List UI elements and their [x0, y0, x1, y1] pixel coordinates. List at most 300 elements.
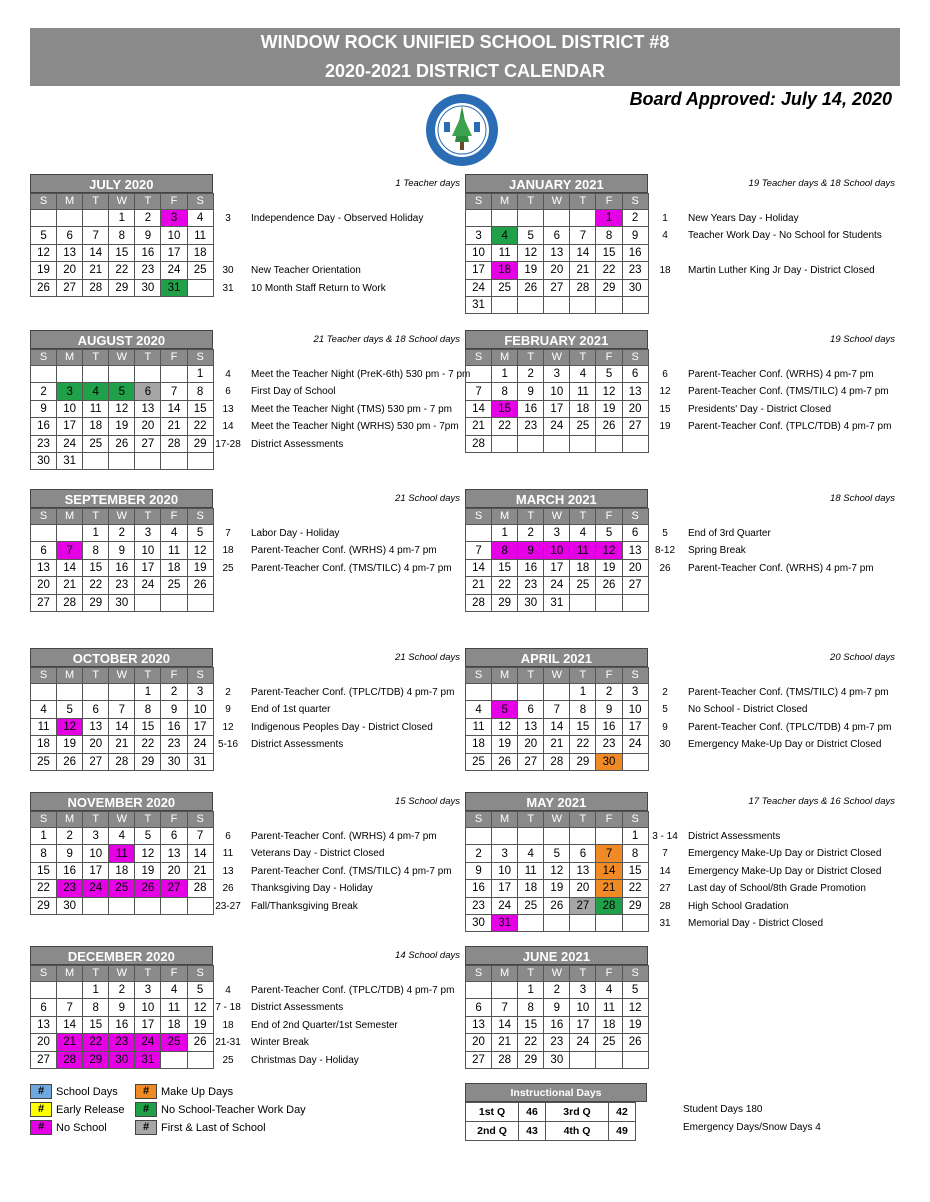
day-of-week-header: M	[57, 194, 83, 210]
day-cell: 8	[596, 227, 622, 244]
event-date: 4	[662, 230, 668, 242]
event-date: 31	[659, 917, 671, 929]
event-date: 19	[659, 421, 671, 433]
day-cell	[109, 366, 135, 383]
day-cell: 17	[622, 718, 648, 735]
month-march	[465, 489, 649, 612]
day-cell: 12	[187, 542, 213, 559]
day-cell	[622, 914, 648, 931]
day-cell	[161, 452, 187, 469]
day-cell: 27	[83, 753, 109, 770]
day-cell: 20	[622, 559, 648, 576]
day-of-week-header: T	[570, 668, 596, 684]
day-cell: 26	[31, 279, 57, 296]
day-cell	[31, 684, 57, 701]
day-of-week-header: W	[544, 812, 570, 828]
event-item	[211, 542, 452, 559]
day-cell: 7	[161, 383, 187, 400]
day-of-week-header: W	[544, 350, 570, 366]
day-of-week-header: S	[466, 966, 492, 982]
day-of-week-header: T	[83, 668, 109, 684]
event-label: Parent-Teacher Conf. (TMS/TILC) 4 pm-7 pm	[688, 386, 889, 398]
board-approved-date: Board Approved: July 14, 2020	[629, 89, 892, 109]
event-label: Emergency Make-Up Day or District Closed	[688, 739, 882, 751]
event-date: 26	[659, 562, 671, 574]
day-cell: 3	[544, 525, 570, 542]
event-date: 4	[225, 985, 231, 996]
event-date: 14	[222, 421, 234, 433]
day-cell: 21	[109, 736, 135, 753]
day-of-week-header: S	[187, 350, 213, 366]
legend-item	[30, 1102, 124, 1118]
day-cell: 20	[31, 577, 57, 594]
event-label: District Assessments	[688, 831, 781, 842]
day-cell: 13	[161, 845, 187, 862]
day-cell: 12	[596, 383, 622, 400]
event-list	[648, 366, 891, 436]
event-item	[211, 280, 423, 297]
event-date: 2	[662, 687, 668, 698]
event-date: 12	[659, 386, 671, 398]
day-cell: 9	[135, 227, 161, 244]
day-cell: 18	[161, 559, 187, 576]
day-cell: 5	[596, 366, 622, 383]
day-cell: 4	[570, 366, 596, 383]
event-list	[211, 684, 454, 754]
day-cell: 13	[135, 400, 161, 417]
day-cell: 25	[187, 262, 213, 279]
event-date: 30	[222, 265, 234, 277]
month-february	[465, 330, 649, 453]
legend-item	[135, 1120, 266, 1136]
day-cell: 25	[109, 880, 135, 897]
day-cell	[466, 366, 492, 383]
note-student-days: Student Days 180	[683, 1104, 763, 1115]
day-of-week-header: S	[31, 812, 57, 828]
day-cell: 27	[518, 753, 544, 770]
day-cell: 15	[187, 400, 213, 417]
day-cell: 13	[518, 718, 544, 735]
day-cell: 2	[466, 845, 492, 862]
day-cell: 1	[83, 525, 109, 542]
month-summary: 15 School days	[395, 796, 460, 807]
month-summary: 14 School days	[395, 950, 460, 961]
event-item	[648, 418, 891, 435]
month-title: JANUARY 2021	[465, 174, 648, 193]
day-cell: 9	[57, 845, 83, 862]
day-cell: 5	[518, 227, 544, 244]
day-cell	[596, 594, 622, 611]
day-cell: 8	[83, 542, 109, 559]
day-cell: 7	[57, 999, 83, 1016]
day-cell: 6	[31, 542, 57, 559]
event-label: Meet the Teacher Night (PreK-6th) 530 pm - 7 pm	[251, 369, 471, 380]
day-cell: 24	[492, 897, 518, 914]
day-of-week-header: S	[31, 668, 57, 684]
day-cell	[83, 897, 109, 914]
day-of-week-header: T	[570, 194, 596, 210]
day-cell: 23	[135, 262, 161, 279]
day-cell: 3	[492, 845, 518, 862]
event-item	[648, 245, 882, 262]
day-cell: 28	[570, 279, 596, 296]
day-cell: 19	[544, 880, 570, 897]
day-cell: 10	[161, 227, 187, 244]
day-cell: 12	[57, 718, 83, 735]
event-item	[648, 560, 874, 577]
day-cell: 2	[57, 828, 83, 845]
day-cell: 14	[544, 718, 570, 735]
day-cell: 22	[83, 577, 109, 594]
day-cell: 9	[466, 862, 492, 879]
day-cell: 10	[57, 400, 83, 417]
instructional-days-table	[465, 1083, 647, 1141]
day-cell	[187, 594, 213, 611]
day-cell: 16	[518, 559, 544, 576]
day-of-week-header: T	[518, 812, 544, 828]
legend-label: No School	[56, 1122, 107, 1134]
event-date: 9	[662, 721, 668, 733]
event-item	[648, 262, 882, 279]
day-cell: 7	[57, 542, 83, 559]
day-of-week-header: S	[187, 966, 213, 982]
day-of-week-header: M	[492, 966, 518, 982]
event-item	[211, 560, 452, 577]
event-date: 6	[225, 386, 231, 398]
day-cell: 28	[57, 1051, 83, 1068]
day-cell: 21	[187, 862, 213, 879]
day-cell: 10	[544, 383, 570, 400]
month-title: NOVEMBER 2020	[30, 792, 213, 811]
day-cell: 22	[622, 880, 648, 897]
event-date: 18	[659, 265, 671, 277]
day-cell: 14	[161, 400, 187, 417]
day-cell	[622, 1051, 648, 1068]
calendar-title: 2020-2021 DISTRICT CALENDAR	[324, 61, 606, 81]
event-item	[648, 525, 874, 542]
event-item	[211, 436, 470, 453]
day-of-week-header: T	[135, 812, 161, 828]
day-cell: 6	[544, 227, 570, 244]
month-april	[465, 648, 649, 771]
legend-item	[30, 1120, 107, 1136]
day-cell: 1	[109, 210, 135, 227]
day-cell: 30	[466, 914, 492, 931]
day-cell: 20	[518, 736, 544, 753]
day-cell: 8	[31, 845, 57, 862]
day-cell	[466, 210, 492, 227]
day-cell: 20	[161, 862, 187, 879]
day-cell: 23	[109, 1034, 135, 1051]
event-date: 11	[222, 848, 234, 860]
day-cell: 25	[466, 753, 492, 770]
month-summary: 20 School days	[830, 652, 895, 663]
day-cell: 20	[570, 880, 596, 897]
day-cell: 5	[596, 525, 622, 542]
instructional-cell: 43	[519, 1122, 546, 1141]
day-cell: 6	[518, 701, 544, 718]
day-cell	[135, 897, 161, 914]
day-cell: 6	[83, 701, 109, 718]
day-cell: 10	[187, 701, 213, 718]
event-label: District Assessments	[251, 438, 344, 450]
day-cell: 19	[596, 400, 622, 417]
day-cell: 9	[518, 383, 544, 400]
day-cell	[83, 684, 109, 701]
day-cell: 6	[622, 525, 648, 542]
note-emergency-days: Emergency Days/Snow Days 4	[683, 1122, 821, 1133]
event-item	[648, 542, 874, 559]
event-label: Parent-Teacher Conf. (TPLC/TDB) 4 pm-7 pm	[251, 985, 455, 996]
day-cell	[544, 828, 570, 845]
event-label: Memorial Day - District Closed	[688, 917, 824, 929]
day-cell	[596, 828, 622, 845]
day-cell: 24	[544, 418, 570, 435]
day-cell	[570, 594, 596, 611]
day-cell: 28	[466, 594, 492, 611]
day-cell: 18	[31, 736, 57, 753]
day-cell: 30	[518, 594, 544, 611]
event-item	[211, 383, 470, 400]
day-cell: 15	[518, 1016, 544, 1033]
day-cell: 13	[57, 244, 83, 261]
day-cell: 29	[83, 594, 109, 611]
day-of-week-header: F	[161, 966, 187, 982]
day-cell: 17	[57, 418, 83, 435]
day-of-week-header: T	[518, 966, 544, 982]
event-date: 4	[225, 369, 231, 380]
day-cell: 31	[135, 1051, 161, 1068]
day-of-week-header: W	[109, 350, 135, 366]
day-cell: 27	[161, 880, 187, 897]
day-cell	[83, 452, 109, 469]
day-cell: 11	[466, 718, 492, 735]
instructional-cell: 1st Q	[466, 1103, 519, 1122]
day-cell: 25	[161, 577, 187, 594]
event-item	[211, 684, 454, 701]
day-cell: 21	[596, 880, 622, 897]
day-cell: 28	[161, 435, 187, 452]
event-item	[648, 828, 881, 845]
day-cell	[161, 366, 187, 383]
day-cell: 30	[596, 753, 622, 770]
day-cell: 5	[57, 701, 83, 718]
day-cell	[161, 594, 187, 611]
day-of-week-header: F	[596, 509, 622, 525]
event-date: 14	[659, 865, 671, 877]
day-cell: 18	[161, 1016, 187, 1033]
day-cell	[187, 897, 213, 914]
day-cell	[570, 828, 596, 845]
day-of-week-header: W	[544, 966, 570, 982]
month-title: JUNE 2021	[465, 946, 648, 965]
day-cell: 15	[109, 244, 135, 261]
day-cell: 13	[622, 383, 648, 400]
day-cell: 26	[518, 279, 544, 296]
day-cell: 9	[544, 999, 570, 1016]
day-cell: 3	[466, 227, 492, 244]
day-cell: 15	[83, 559, 109, 576]
day-cell: 14	[57, 559, 83, 576]
event-label: Meet the Teacher Night (WRHS) 530 pm - 7pm	[251, 421, 459, 433]
event-label: End of 3rd Quarter	[688, 528, 771, 539]
month-title: OCTOBER 2020	[30, 648, 213, 667]
day-cell: 6	[622, 366, 648, 383]
day-cell: 14	[570, 244, 596, 261]
day-cell: 10	[492, 862, 518, 879]
day-cell: 7	[596, 845, 622, 862]
day-cell: 28	[466, 435, 492, 452]
event-label: End of 1st quarter	[251, 704, 331, 716]
month-title: MARCH 2021	[465, 489, 648, 508]
day-cell: 7	[492, 999, 518, 1016]
day-cell: 18	[83, 418, 109, 435]
day-cell: 26	[187, 1034, 213, 1051]
event-item	[211, 1052, 454, 1069]
district-seal-logo	[424, 92, 500, 168]
day-cell: 31	[466, 296, 492, 313]
day-cell: 13	[31, 1016, 57, 1033]
event-label: Labor Day - Holiday	[251, 528, 340, 539]
day-cell: 26	[544, 897, 570, 914]
month-title: APRIL 2021	[465, 648, 648, 667]
day-of-week-header: F	[596, 812, 622, 828]
day-cell	[109, 684, 135, 701]
event-item	[211, 366, 470, 383]
day-cell: 2	[544, 982, 570, 999]
day-cell: 24	[83, 880, 109, 897]
day-cell: 22	[518, 1034, 544, 1051]
day-cell: 25	[518, 897, 544, 914]
event-item	[211, 736, 454, 753]
month-title: AUGUST 2020	[30, 330, 213, 349]
event-item	[648, 736, 891, 753]
event-item	[211, 898, 452, 915]
day-cell: 19	[518, 262, 544, 279]
day-cell: 25	[596, 1034, 622, 1051]
day-cell: 18	[492, 262, 518, 279]
day-of-week-header: S	[466, 194, 492, 210]
day-of-week-header: T	[135, 668, 161, 684]
day-of-week-header: T	[518, 194, 544, 210]
day-cell: 8	[492, 542, 518, 559]
event-item	[648, 366, 891, 383]
day-of-week-header: S	[31, 350, 57, 366]
day-cell: 10	[135, 999, 161, 1016]
day-cell: 9	[109, 999, 135, 1016]
day-cell	[466, 525, 492, 542]
day-of-week-header: T	[570, 812, 596, 828]
day-cell: 10	[135, 542, 161, 559]
event-label: Parent-Teacher Conf. (TPLC/TDB) 4 pm-7 pm	[688, 421, 892, 433]
day-cell: 16	[544, 1016, 570, 1033]
day-cell: 30	[31, 452, 57, 469]
day-of-week-header: F	[596, 966, 622, 982]
day-cell: 15	[622, 862, 648, 879]
day-cell: 20	[544, 262, 570, 279]
day-cell: 2	[518, 525, 544, 542]
day-cell: 19	[31, 262, 57, 279]
day-cell: 23	[31, 435, 57, 452]
day-cell: 30	[57, 897, 83, 914]
day-cell: 1	[135, 684, 161, 701]
event-item	[648, 880, 881, 897]
day-cell: 20	[83, 736, 109, 753]
day-cell: 24	[161, 262, 187, 279]
day-cell: 13	[570, 862, 596, 879]
event-label: Parent-Teacher Conf. (TMS/TILC) 4 pm-7 pm	[688, 687, 889, 698]
day-cell	[57, 684, 83, 701]
day-cell: 18	[466, 736, 492, 753]
day-cell: 16	[109, 559, 135, 576]
day-of-week-header: F	[161, 509, 187, 525]
day-cell: 24	[135, 1034, 161, 1051]
event-label: District Assessments	[251, 739, 344, 751]
day-of-week-header: S	[622, 668, 648, 684]
event-label: Spring Break	[688, 545, 746, 557]
day-cell: 15	[135, 718, 161, 735]
day-cell: 4	[109, 828, 135, 845]
day-of-week-header: M	[57, 350, 83, 366]
instructional-cell: 42	[609, 1103, 636, 1122]
day-cell: 2	[109, 982, 135, 999]
day-cell: 18	[518, 880, 544, 897]
event-date: 15	[659, 403, 671, 415]
day-cell: 27	[57, 279, 83, 296]
month-summary: 18 School days	[830, 493, 895, 504]
day-cell: 21	[492, 1034, 518, 1051]
day-of-week-header: M	[57, 966, 83, 982]
event-item	[211, 245, 423, 262]
day-cell: 17	[135, 1016, 161, 1033]
event-item	[211, 845, 452, 862]
day-cell: 1	[31, 828, 57, 845]
day-of-week-header: S	[622, 509, 648, 525]
day-cell: 9	[518, 542, 544, 559]
event-date: 3 - 14	[652, 831, 678, 842]
event-label: Winter Break	[251, 1037, 309, 1049]
day-cell: 20	[31, 1034, 57, 1051]
day-cell: 10	[570, 999, 596, 1016]
event-list	[211, 828, 452, 915]
month-august	[30, 330, 214, 470]
day-cell: 19	[622, 1016, 648, 1033]
day-cell: 23	[518, 577, 544, 594]
event-label: Parent-Teacher Conf. (WRHS) 4 pm-7 pm	[251, 545, 437, 557]
day-cell: 12	[596, 542, 622, 559]
day-cell: 16	[109, 1016, 135, 1033]
day-cell: 4	[161, 982, 187, 999]
day-of-week-header: M	[492, 812, 518, 828]
legend-swatch: #	[135, 1120, 157, 1135]
day-cell	[466, 684, 492, 701]
day-cell: 15	[31, 862, 57, 879]
day-cell: 16	[518, 400, 544, 417]
day-of-week-header: S	[622, 966, 648, 982]
day-cell: 30	[161, 753, 187, 770]
event-label: Meet the Teacher Night (TMS) 530 pm - 7 pm	[251, 403, 453, 415]
event-label: High School Gradation	[688, 900, 789, 912]
day-cell: 11	[109, 845, 135, 862]
day-cell: 17	[544, 400, 570, 417]
event-date: 5-16	[217, 739, 238, 751]
day-of-week-header: F	[161, 812, 187, 828]
day-cell: 6	[135, 383, 161, 400]
day-cell: 17	[187, 718, 213, 735]
event-date: 5	[662, 704, 668, 716]
day-of-week-header: S	[31, 509, 57, 525]
event-item	[211, 401, 470, 418]
